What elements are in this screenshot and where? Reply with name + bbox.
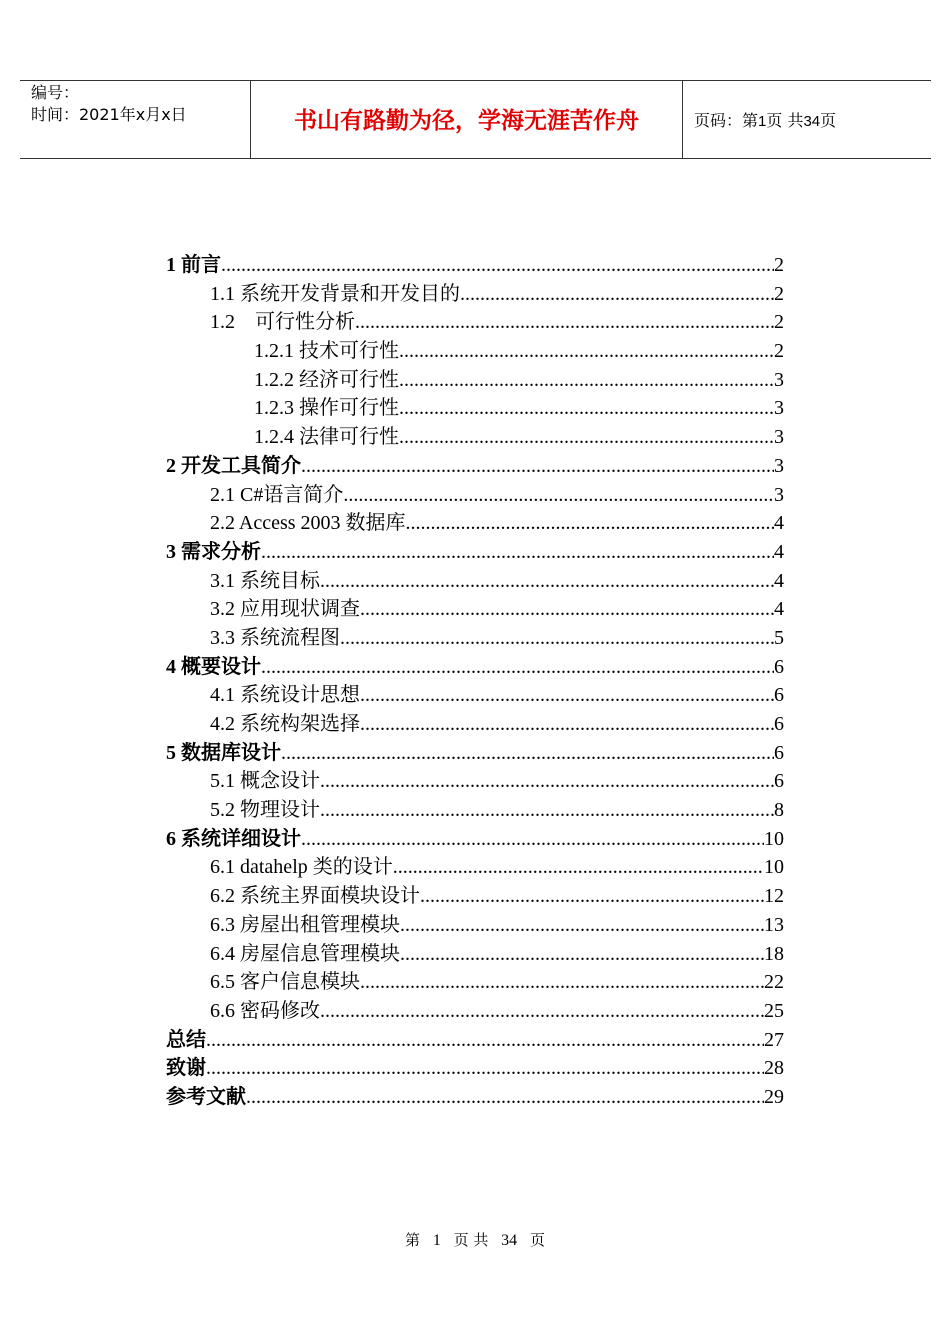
toc-entry-page-number: 10: [764, 827, 784, 850]
toc-dot-leader: [261, 653, 774, 682]
toc-entry-page-number: 2: [774, 340, 784, 363]
toc-entry-title: 1.2.3 操作可行性: [254, 397, 399, 420]
toc-entry[interactable]: [166, 653, 784, 682]
toc-entry-title: 2.2 Access 2003 数据库: [210, 512, 406, 535]
toc-entry-title: 4 概要设计: [166, 655, 261, 678]
toc-dot-leader: [320, 567, 774, 596]
toc-entry[interactable]: [166, 911, 784, 940]
toc-entry-title: 4.2 系统构架选择: [210, 713, 360, 735]
toc-entry-page-number: 4: [774, 540, 784, 563]
toc-dot-leader: [301, 825, 764, 854]
toc-dot-leader: [399, 366, 774, 395]
toc-entry[interactable]: [166, 366, 784, 395]
toc-entry[interactable]: [166, 567, 784, 596]
toc-entry-page-number: 18: [764, 942, 784, 965]
toc-entry-title: 1.2.4 法律可行性: [254, 426, 399, 449]
toc-dot-leader: [393, 853, 764, 882]
toc-entry-title: 3.1 系统目标: [210, 569, 320, 592]
toc-dot-leader: [320, 767, 774, 796]
toc-dot-leader: [400, 940, 764, 969]
toc-entry-title: 1.1 系统开发背景和开发目的: [210, 282, 460, 305]
toc-entry[interactable]: [166, 509, 784, 538]
toc-dot-leader: [460, 280, 774, 309]
toc-entry-page-number: 6: [774, 655, 784, 678]
toc-dot-leader: [301, 452, 774, 481]
footer-total-pages: 34: [501, 1232, 518, 1249]
toc-dot-leader: [399, 423, 774, 452]
footer-suffix: 页: [529, 1231, 545, 1249]
footer-current-page: 1: [432, 1232, 441, 1249]
toc-dot-leader: [340, 624, 774, 653]
toc-entry-title: 6.4 房屋信息管理模块: [210, 942, 400, 965]
toc-entry-page-number: 2: [774, 254, 784, 276]
toc-entry[interactable]: [166, 1054, 784, 1083]
toc-entry[interactable]: [166, 394, 784, 423]
toc-entry-page-number: 22: [764, 971, 784, 994]
document-time-label: 时间：2021年x月x日: [31, 105, 187, 124]
toc-entry-page-number: 27: [764, 1028, 784, 1051]
toc-entry-title: 1.2.2 经济可行性: [254, 368, 399, 391]
toc-dot-leader: [261, 538, 774, 567]
toc-entry-page-number: 6: [774, 684, 784, 707]
toc-entry-page-number: 3: [774, 368, 784, 391]
toc-entry[interactable]: [166, 968, 784, 997]
toc-entry-page-number: 3: [774, 397, 784, 420]
toc-dot-leader: [320, 796, 774, 825]
toc-entry-page-number: 5: [774, 626, 784, 649]
toc-dot-leader: [360, 710, 774, 739]
toc-dot-leader: [281, 739, 774, 768]
toc-entry[interactable]: [166, 997, 784, 1026]
toc-entry-page-number: 4: [774, 512, 784, 535]
toc-entry[interactable]: [166, 767, 784, 796]
toc-entry-title: 6.2 系统主界面模块设计: [210, 885, 420, 908]
toc-entry-page-number: 4: [774, 598, 784, 621]
toc-entry-page-number: 25: [764, 999, 784, 1022]
toc-entry-title: 1 前言: [166, 254, 221, 276]
toc-entry[interactable]: [166, 681, 784, 710]
toc-dot-leader: [206, 1054, 764, 1083]
toc-dot-leader: [343, 481, 774, 510]
toc-entry-page-number: 8: [774, 799, 784, 822]
toc-entry[interactable]: [166, 251, 784, 280]
toc-entry-title: 3.3 系统流程图: [210, 626, 340, 649]
toc-entry-title: 5.2 物理设计: [210, 799, 320, 822]
toc-entry-title: 5.1 概念设计: [210, 770, 320, 793]
header-page-indicator: [683, 81, 931, 158]
toc-entry[interactable]: [166, 940, 784, 969]
toc-entry-page-number: 4: [774, 569, 784, 592]
toc-entry-title: 6.1 datahelp 类的设计: [210, 856, 393, 879]
toc-entry-title: 3.2 应用现状调查: [210, 598, 360, 621]
toc-dot-leader: [360, 681, 774, 710]
toc-entry[interactable]: [166, 853, 784, 882]
toc-entry-page-number: 6: [774, 741, 784, 764]
toc-entry-page-number: 2: [774, 282, 784, 305]
toc-dot-leader: [399, 337, 774, 366]
toc-entry-page-number: 6: [774, 770, 784, 793]
toc-entry[interactable]: [166, 882, 784, 911]
toc-entry-title: 1.2.1 技术可行性: [254, 340, 399, 363]
header-page-prefix: 页码：第: [694, 111, 759, 130]
toc-entry-page-number: 2: [774, 311, 784, 334]
toc-entry-page-number: 6: [774, 713, 784, 735]
toc-entry[interactable]: [166, 739, 784, 768]
toc-dot-leader: [400, 911, 764, 940]
toc-entry-title: 6.6 密码修改: [210, 999, 320, 1022]
toc-dot-leader: [221, 251, 774, 280]
toc-dot-leader: [246, 1083, 764, 1112]
header-page-current: 1: [758, 113, 767, 130]
toc-entry-title: 致谢: [166, 1057, 206, 1080]
toc-entry[interactable]: [166, 481, 784, 510]
toc-dot-leader: [206, 1026, 764, 1055]
toc-dot-leader: [406, 509, 774, 538]
toc-entry[interactable]: [166, 1026, 784, 1055]
toc-entry-page-number: 10: [764, 856, 784, 879]
toc-entry-title: 2.1 C#语言简介: [210, 483, 344, 506]
page-header: [20, 80, 931, 159]
toc-entry-page-number: 3: [774, 454, 784, 477]
toc-entry-page-number: 13: [764, 913, 784, 936]
toc-entry-title: 5 数据库设计: [166, 741, 281, 764]
footer-prefix: 第: [405, 1231, 421, 1249]
header-page-total: 34: [803, 113, 821, 130]
toc-entry-page-number: 28: [764, 1057, 784, 1080]
toc-entry[interactable]: [166, 452, 784, 481]
toc-entry-title: 1.2 可行性分析: [210, 311, 355, 334]
toc-entry[interactable]: [166, 624, 784, 653]
toc-entry[interactable]: [166, 308, 784, 337]
toc-entry[interactable]: [166, 710, 784, 739]
toc-entry-page-number: 29: [764, 1085, 784, 1108]
toc-dot-leader: [420, 882, 764, 911]
toc-entry-page-number: 3: [774, 426, 784, 449]
toc-entry-title: 3 需求分析: [166, 540, 261, 563]
toc-entry-page-number: 3: [774, 483, 784, 506]
header-meta-cell: [20, 81, 251, 158]
toc-entry[interactable]: [166, 538, 784, 567]
header-page-mid: 页 共: [766, 111, 804, 130]
toc-entry-title: 4.1 系统设计思想: [210, 684, 360, 707]
page-footer: [0, 1229, 950, 1250]
toc-entry-title: 6.3 房屋出租管理模块: [210, 913, 400, 936]
toc-entry-title: 参考文献: [166, 1085, 246, 1108]
header-motto: 书山有路勤为径，学海无涯苦作舟: [251, 81, 683, 158]
footer-mid: 页 共: [453, 1231, 489, 1249]
toc-entry-title: 总结: [166, 1028, 206, 1051]
toc-entry-title: 2 开发工具简介: [166, 454, 301, 477]
toc-entry-title: 6 系统详细设计: [166, 827, 301, 850]
document-number-label: 编号：: [31, 83, 80, 102]
toc-dot-leader: [360, 968, 764, 997]
table-of-contents: [166, 251, 784, 1112]
toc-entry[interactable]: [166, 1083, 784, 1112]
toc-dot-leader: [355, 308, 774, 337]
toc-entry[interactable]: [166, 280, 784, 309]
header-page-suffix: 页: [820, 111, 837, 130]
toc-entry[interactable]: [166, 337, 784, 366]
toc-entry[interactable]: [166, 825, 784, 854]
toc-entry[interactable]: [166, 595, 784, 624]
toc-entry[interactable]: [166, 796, 784, 825]
toc-dot-leader: [399, 394, 774, 423]
toc-entry-title: 6.5 客户信息模块: [210, 971, 360, 994]
toc-dot-leader: [360, 595, 774, 624]
toc-entry[interactable]: [166, 423, 784, 452]
toc-dot-leader: [320, 997, 764, 1026]
toc-entry-page-number: 12: [764, 885, 784, 908]
